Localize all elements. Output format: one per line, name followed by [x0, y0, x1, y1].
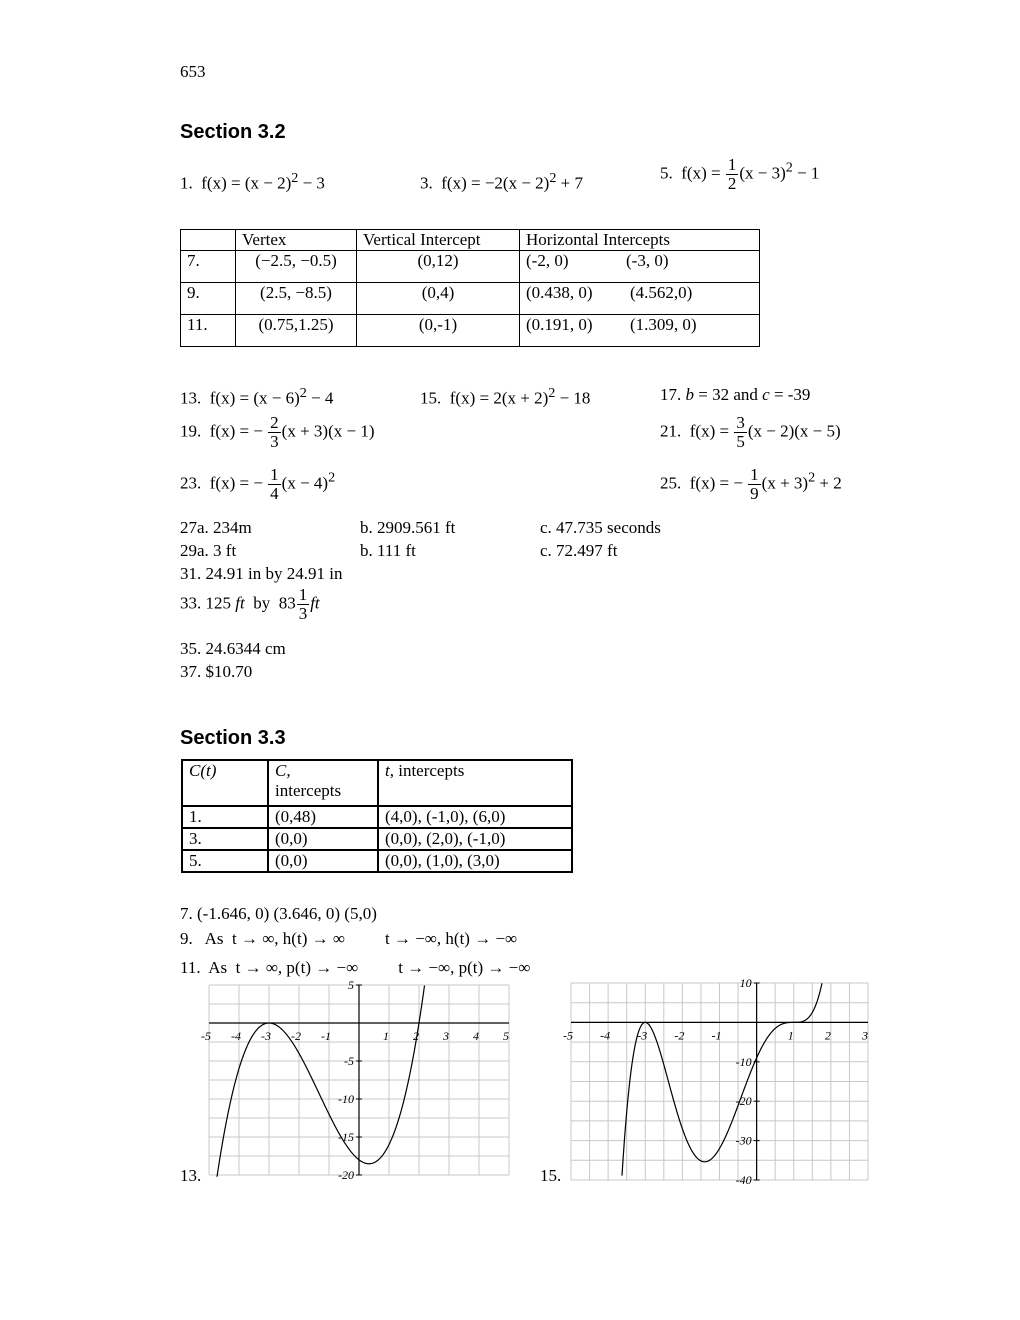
x-tick-label: -4	[600, 1028, 611, 1043]
answer-21: 21. f(x) = $\frac{3}{5}$ (x − 2)(x − 5)	[660, 413, 841, 451]
table-header-cell: Vertical Intercept	[357, 230, 520, 251]
x-tick-label: 4	[473, 1029, 479, 1043]
c-intercept-cell: (0,0)	[268, 850, 378, 872]
x-tick-label: -2	[291, 1029, 301, 1043]
c-intercept-cell: (0,48)	[268, 806, 378, 828]
answer-27b: b. 2909.561 ft	[360, 518, 456, 537]
x-tick-label: 3	[862, 1028, 868, 1043]
answer-29a: 29a. 3 ft	[180, 541, 237, 560]
answer-9: 9. As t → ∞, h(t) → ∞ t → −∞, h(t) → −∞	[180, 929, 518, 948]
vertex-intercepts-table	[180, 229, 760, 347]
answer-1: 1. $f(x) = (x - 2)^2 - 3$	[180, 170, 325, 193]
vertex-cell: (−2.5, −0.5)	[236, 251, 357, 283]
answer-3: 3. $f(x) = -2(x - 2)^2 + 7$	[420, 170, 583, 193]
answer-11: 11. As t → ∞, p(t) → −∞ t → −∞, p(t) → −∞	[180, 958, 531, 977]
graph-13	[201, 978, 520, 1185]
vertical-intercept-cell: (0,-1)	[357, 315, 520, 347]
row-number: 9.	[181, 283, 236, 315]
answer-19: 19. f(x) = − $\frac{2}{3}$ (x + 3)(x − 1)	[180, 413, 375, 451]
x-tick-label: 1	[787, 1028, 794, 1043]
section-title-3-2: Section 3.2	[180, 121, 286, 143]
answer-31: 31. 24.91 in by 24.91 in	[180, 564, 343, 583]
x-tick-label: -2	[674, 1028, 685, 1043]
y-tick-label: -40	[735, 1173, 752, 1187]
answer-33: 33. 125 ft by 83 $\frac{1}{3}$ ft	[180, 585, 320, 623]
answer-15: 15. $f(x) = 2(x + 2)^2 - 18$	[420, 385, 591, 408]
x-tick-label: -5	[201, 1029, 211, 1043]
horizontal-intercepts-cell: (-2, 0) (-3, 0)	[520, 251, 760, 283]
graph-15	[563, 976, 875, 1187]
answer-29c: c. 72.497 ft	[540, 541, 618, 560]
table-header-cell: Horizontal Intercepts	[520, 230, 760, 251]
y-tick-label: 5	[348, 978, 354, 992]
table-row	[182, 850, 572, 872]
function-curve	[217, 986, 425, 1177]
y-tick-label: -20	[735, 1094, 752, 1109]
y-tick-label: -10	[338, 1092, 354, 1106]
table-row	[181, 315, 760, 347]
function-curve	[622, 983, 822, 1175]
row-number: 11.	[181, 315, 236, 347]
table-header-cell: t, intercepts	[378, 760, 572, 806]
y-tick-label: -15	[338, 1130, 354, 1144]
table-header-cell: C(t)	[182, 760, 268, 806]
table-header-cell	[181, 230, 236, 251]
vertical-intercept-cell: (0,12)	[357, 251, 520, 283]
answer-27c: c. 47.735 seconds	[540, 518, 661, 537]
answer-35: 35. 24.6344 cm	[180, 639, 286, 658]
answer-37: 37. $10.70	[180, 662, 253, 681]
graph-13-label: 13.	[180, 1166, 202, 1185]
table-row	[182, 806, 572, 828]
answer-23: 23. f(x) = − $\frac{1}{4}$ $(x - 4)^2$	[180, 465, 336, 503]
x-tick-label: 5	[503, 1029, 509, 1043]
t-intercepts-cell: (0,0), (2,0), (-1,0)	[378, 828, 572, 850]
table-header-row	[181, 230, 760, 251]
c-intercept-cell: (0,0)	[268, 828, 378, 850]
x-tick-label: -1	[321, 1029, 331, 1043]
row-number: 7.	[181, 251, 236, 283]
table-header-cell: Vertex	[236, 230, 357, 251]
answer-27a: 27a. 234m	[180, 518, 252, 537]
horizontal-intercepts-cell: (0.438, 0) (4.562,0)	[520, 283, 760, 315]
y-tick-label: -30	[735, 1133, 752, 1148]
answer-25: 25. f(x) = − $\frac{1}{9}$ $(x + 3)^2 + 2$	[660, 465, 842, 503]
page-number: 653	[180, 62, 206, 81]
answer-13: 13. $f(x) = (x - 6)^2 - 4$	[180, 385, 334, 408]
vertex-cell: (2.5, −8.5)	[236, 283, 357, 315]
graph-15-label: 15.	[540, 1166, 562, 1185]
table-row	[181, 251, 760, 283]
x-tick-label: -4	[231, 1029, 241, 1043]
x-tick-label: -3	[261, 1029, 271, 1043]
vertical-intercept-cell: (0,4)	[357, 283, 520, 315]
row-number: 5.	[182, 850, 268, 872]
table-header-row	[182, 760, 572, 806]
answer-29b: b. 111 ft	[360, 541, 416, 560]
t-intercepts-cell: (0,0), (1,0), (3,0)	[378, 850, 572, 872]
answer-7: 7. (-1.646, 0) (3.646, 0) (5,0)	[180, 904, 377, 923]
vertex-cell: (0.75,1.25)	[236, 315, 357, 347]
horizontal-intercepts-cell: (0.191, 0) (1.309, 0)	[520, 315, 760, 347]
y-tick-label: 10	[739, 976, 752, 990]
x-tick-label: -5	[563, 1028, 573, 1043]
x-tick-label: -3	[637, 1028, 648, 1043]
y-tick-label: -5	[344, 1054, 354, 1068]
table-header-cell: C, intercepts	[268, 760, 378, 806]
x-tick-label: 2	[824, 1028, 831, 1043]
row-number: 3.	[182, 828, 268, 850]
y-tick-label: -10	[735, 1054, 752, 1069]
x-tick-label: 1	[383, 1029, 389, 1043]
answer-17: 17. b = 32 and c = -39	[660, 385, 811, 404]
x-tick-label: -1	[711, 1028, 722, 1043]
x-tick-label: 2	[413, 1029, 419, 1043]
x-tick-label: 3	[443, 1029, 449, 1043]
table-row	[182, 828, 572, 850]
table-row	[181, 283, 760, 315]
row-number: 1.	[182, 806, 268, 828]
t-intercepts-cell: (4,0), (-1,0), (6,0)	[378, 806, 572, 828]
answer-5: 5. f(x) = $\frac{1}{2}$ $(x - 3)^2 - 1$	[660, 155, 820, 193]
section-title-3-3: Section 3.3	[180, 727, 286, 749]
intercepts-table	[181, 759, 573, 873]
y-tick-label: -20	[338, 1168, 354, 1182]
